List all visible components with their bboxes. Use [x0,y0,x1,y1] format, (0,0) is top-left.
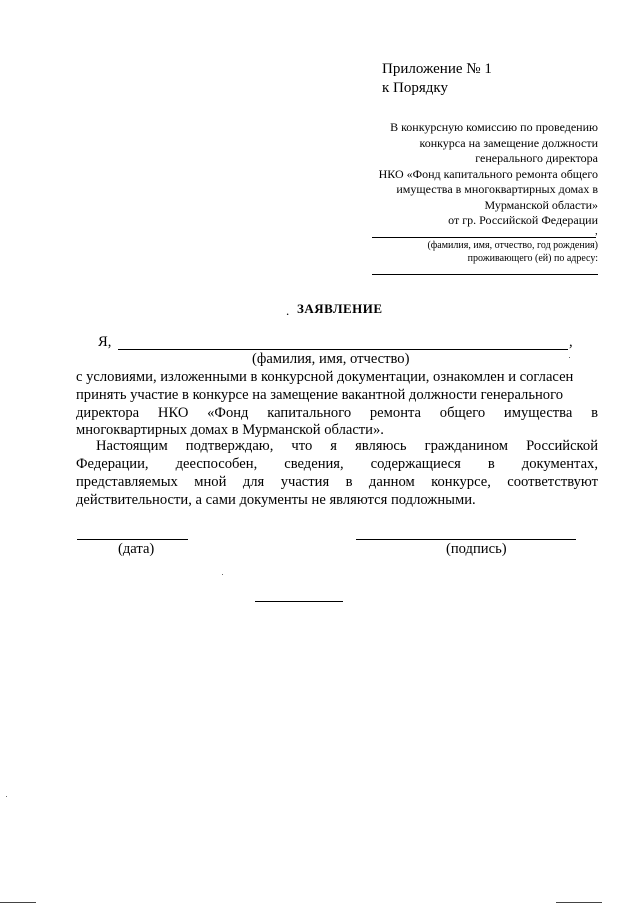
addressee-line: НКО «Фонд капитального ремонта общего [378,166,598,181]
paragraph2-line: Настоящим подтверждаю, что я являюсь гражданином Российской [96,438,598,454]
appendix-reference: к Порядку [382,80,448,96]
address-line [372,274,598,275]
closing-separator [255,601,343,602]
addressee-line: имущества в многоквартирных домах в [396,182,598,196]
appendix-header [382,60,492,98]
document-title: ЗАЯВЛЕНИЕ [297,301,383,316]
statement-pronoun: Я, [98,334,112,350]
full-name-line [118,349,568,350]
paragraph2-line: представляемых мной для участия в данном конкурсе, соответствуют [76,474,598,490]
comma-mark: , [595,225,598,237]
paragraph2-line: Федерации, дееспособен, сведения, содержащиеся в документах, [76,456,598,472]
addressee-line: конкурса на замещение должности [419,135,598,150]
paragraph1-line-justified [76,405,598,423]
paragraph1-line: директора НКО «Фонд капитального ремонта общего имущества в [76,405,598,421]
signature-caption: (подпись) [446,541,507,557]
scan-edge-mark [0,902,36,903]
applicant-name-line [372,237,596,238]
paragraph2-line: действительности, а сами документы не являются подложными. [76,492,476,508]
addressee-block [298,120,598,229]
full-name-caption: (фамилия, имя, отчество) [252,351,410,367]
scan-speck [569,357,570,358]
appendix-number: Приложение № 1 [382,61,492,77]
applicant-name-hint: (фамилия, имя, отчество, год рождения) [427,240,598,251]
date-caption: (дата) [118,541,155,557]
comma-mark: , [569,334,573,350]
scan-edge-mark [556,902,602,903]
residence-hint: проживающего (ей) по адресу: [467,253,598,264]
addressee-line: генерального директора [475,151,598,165]
addressee-line: от гр. Российской Федерации [448,213,598,227]
scan-speck [222,574,223,575]
paragraph1-line: с условиями, изложенными в конкурсной документации, ознакомлен и согласен [76,369,574,385]
scan-speck [6,796,7,797]
paragraph1-line: многоквартирных домах в Мурманской области». [76,422,384,438]
date-line [77,539,188,540]
addressee-line: В конкурсную комиссию по проведению [390,120,598,134]
stray-dot: . [286,303,290,318]
signature-line [356,539,576,540]
paragraph1-line: принять участие в конкурсе на замещение вакантной должности генерального [76,387,564,403]
addressee-line: Мурманской области» [484,197,598,212]
